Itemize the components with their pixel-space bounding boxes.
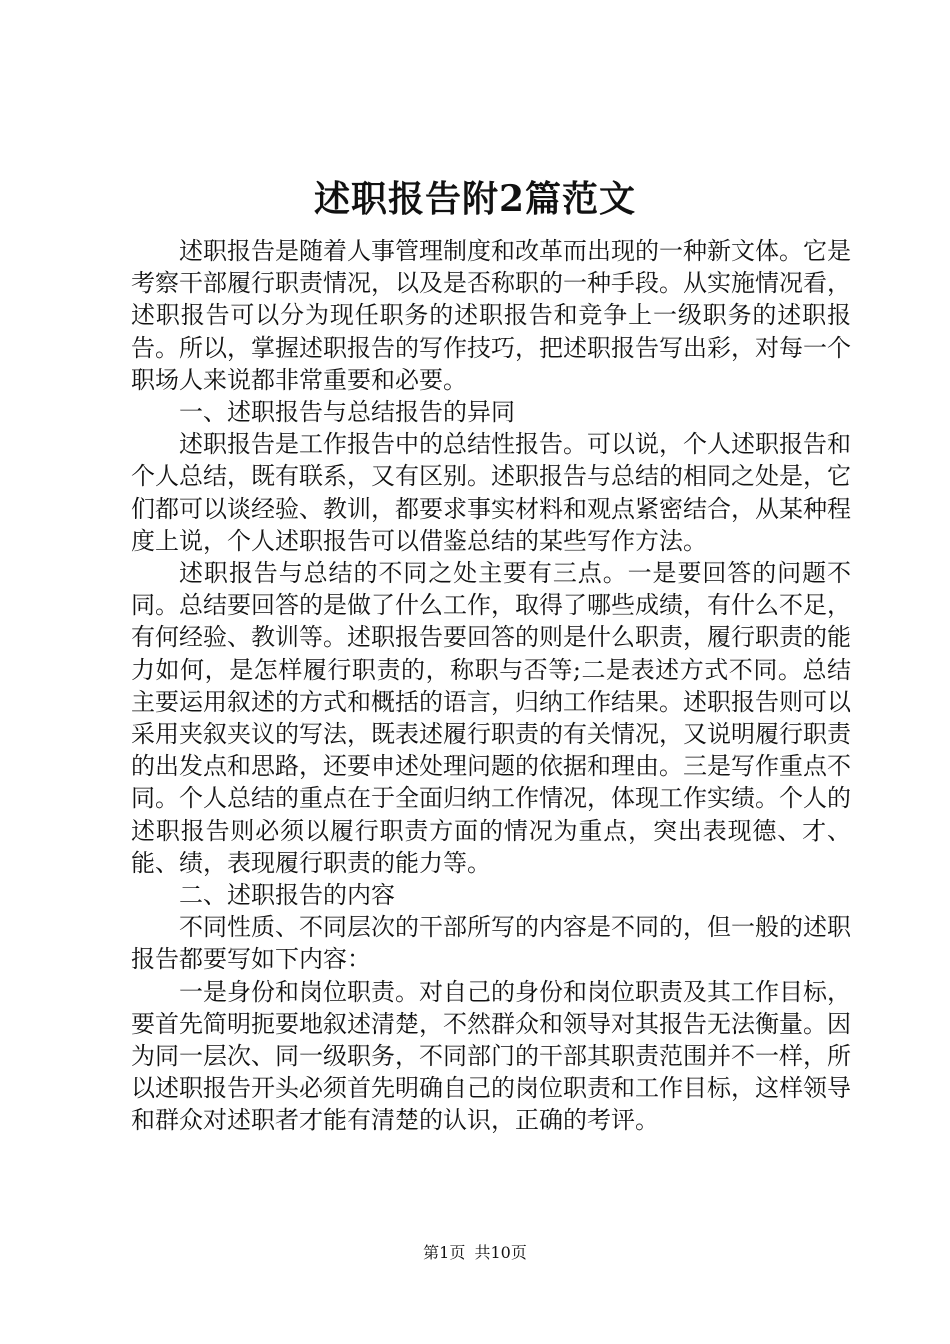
document-body <box>131 235 851 1137</box>
section-heading: 一、述职报告与总结报告的异同 <box>179 398 515 427</box>
paragraph: 述职报告是随着人事管理制度和改革而出现的一种新文体。它是考察干部履行职责情况，以及是否称职的一种手段。从实施情况看，述职报告可以分为现任职务的述职报告和竞争上一级职务的述职报告。所以，掌握述职报告的写作技巧，把述职报告写出彩，对每一个职场人来说都非常重要和必要。 <box>131 237 851 394</box>
paragraph: 述职报告是工作报告中的总结性报告。可以说，个人述职报告和个人总结，既有联系，又有区别。述职报告与总结的相同之处是，它们都可以谈经验、教训，都要求事实材料和观点紧密结合，从某种程度上说，个人述职报告可以借鉴总结的某些写作方法。 <box>131 430 851 555</box>
page-footer <box>0 1243 950 1262</box>
page-number: 第1页 <box>423 1243 466 1262</box>
section-heading: 二、述职报告的内容 <box>179 881 395 910</box>
page-total: 共10页 <box>474 1243 527 1262</box>
document-title: 述职报告附2篇范文 <box>313 178 637 220</box>
paragraph: 一是身份和岗位职责。对自己的身份和岗位职责及其工作目标，要首先简明扼要地叙述清楚，不然群众和领导对其报告无法衡量。因为同一层次、同一级职务，不同部门的干部其职责范围并不一样，所以述职报告开头必须首先明确自己的岗位职责和工作目标，这样领导和群众对述职者才能有清楚的认识，正确的考评。 <box>131 977 851 1135</box>
paragraph: 述职报告与总结的不同之处主要有三点。一是要回答的问题不同。总结要回答的是做了什么工作，取得了哪些成绩，有什么不足，有何经验、教训等。述职报告要回答的则是什么职责，履行职责的能力如何，是怎样履行职责的，称职与否等;二是表述方式不同。总结主要运用叙述的方式和概括的语言，归纳工作结果。述职报告则可以采用夹叙夹议的写法，既表述履行职责的有关情况，又说明履行职责的出发点和思路，还要申述处理问题的依据和理由。三是写作重点不同。个人总结的重点在于全面归纳工作情况，体现工作实绩。个人的述职报告则必须以履行职责方面的情况为重点，突出表现德、才、能、绩，表现履行职责的能力等。 <box>131 559 851 877</box>
paragraph: 不同性质、不同层次的干部所写的内容是不同的，但一般的述职报告都要写如下内容： <box>131 913 851 974</box>
